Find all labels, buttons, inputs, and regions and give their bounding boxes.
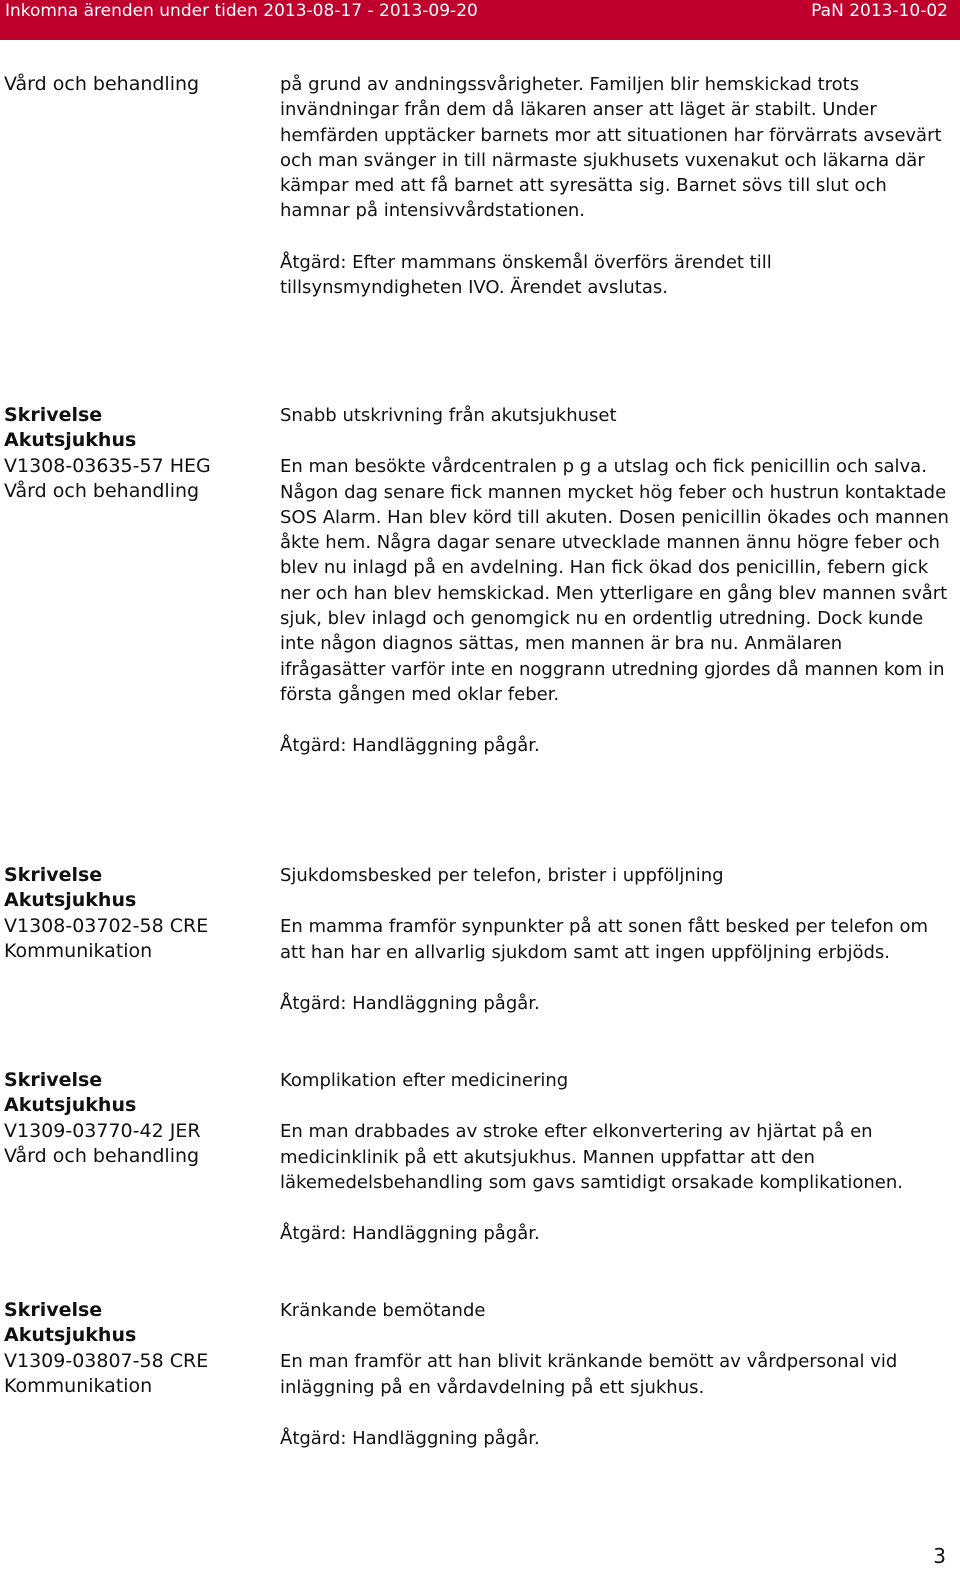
entry-1-content bbox=[280, 403, 950, 759]
entry-2-meta bbox=[4, 863, 208, 964]
entry-type: Skrivelse bbox=[4, 864, 103, 886]
header-title: Inkomna ärenden under tiden 2013-08-17 - 2013-09-20 bbox=[5, 1, 478, 21]
entry-unit: Akutsjukhus bbox=[4, 889, 137, 912]
page-number: 3 bbox=[933, 1544, 946, 1568]
entry-category: Kommunikation bbox=[4, 1374, 153, 1397]
entry-title: Komplikation efter medicinering bbox=[280, 1070, 569, 1091]
entry-action: Åtgärd: Handläggning pågår. bbox=[280, 1427, 540, 1449]
entry-3-meta bbox=[4, 1068, 201, 1169]
entry-0-meta bbox=[4, 72, 199, 97]
entry-category: Vård och behandling bbox=[4, 73, 200, 95]
header-meta: PaN 2013-10-02 bbox=[811, 1, 948, 21]
entry-title: Sjukdomsbesked per telefon, brister i uppföljning bbox=[280, 865, 724, 886]
entry-1-meta bbox=[4, 403, 211, 504]
entry-body: på grund av andningssvårigheter. Familjen blir hemskickad trots invändningar från dem då läkaren anser att läget är stabilt. Under hemfärden upptäcker barnets mor att situationen har förvärrats avsevärt och man svänger in till närmaste sjukhusets vuxenakut och läkarna där kämpar med att få barnet att syresätta sig. Barnet sövs till slut och hamnar på intensivvårdstationen. bbox=[280, 74, 942, 222]
entry-unit: Akutsjukhus bbox=[4, 1324, 137, 1347]
entry-id: V1308-03635-57 HEG bbox=[4, 454, 211, 477]
entry-3-content bbox=[280, 1068, 950, 1246]
entry-body: En man drabbades av stroke efter elkonvertering av hjärtat på en medicinklinik på ett akutsjukhus. Mannen uppfattar att den läkemedelsbehandling som gavs samtidigt orsakade komplikationen. bbox=[280, 1121, 903, 1193]
entry-unit: Akutsjukhus bbox=[4, 1094, 137, 1117]
entry-type: Skrivelse bbox=[4, 1069, 103, 1091]
entry-category: Vård och behandling bbox=[4, 1144, 200, 1167]
entry-type: Skrivelse bbox=[4, 1299, 103, 1321]
entry-0-content bbox=[280, 72, 950, 300]
entry-4-meta bbox=[4, 1298, 208, 1399]
entry-2-content bbox=[280, 863, 950, 1016]
entry-type: Skrivelse bbox=[4, 404, 103, 426]
entry-4-content bbox=[280, 1298, 950, 1451]
entry-title: Snabb utskrivning från akutsjukhuset bbox=[280, 405, 617, 426]
entry-id: V1308-03702-58 CRE bbox=[4, 914, 209, 937]
entry-action: Åtgärd: Efter mammans önskemål överförs ärendet till tillsynsmyndigheten IVO. Ärendet avslutas. bbox=[280, 251, 772, 299]
entry-body: En man besökte vårdcentralen p g a utslag och fick penicillin och salva. Någon dag senare fick mannen mycket hög feber och hustrun kontaktade SOS Alarm. Han blev körd till akuten. Dosen penicillin ökades och mannen åkte hem. Några dagar senare utvecklade mannen ännu högre feber och blev nu inlagd på en avdelning. Han fick ökad dos penicillin, febern gick ner och han blev hemskickad. Men ytterligare en gång blev mannen svårt sjuk, blev inlagd och genomgick nu en ordentlig utredning. Dock kunde inte någon diagnos sättas, men mannen är bra nu. Anmälaren ifrågasätter varför inte en noggrann utredning gjordes då mannen kom in första gången med oklar feber. bbox=[280, 456, 949, 705]
entry-id: V1309-03807-58 CRE bbox=[4, 1349, 209, 1372]
entry-action: Åtgärd: Handläggning pågår. bbox=[280, 992, 540, 1014]
entry-action: Åtgärd: Handläggning pågår. bbox=[280, 1223, 540, 1245]
entry-id: V1309-03770-42 JER bbox=[4, 1119, 201, 1142]
entry-category: Vård och behandling bbox=[4, 479, 200, 502]
entry-category: Kommunikation bbox=[4, 939, 153, 962]
entry-unit: Akutsjukhus bbox=[4, 429, 137, 452]
entry-body: En mamma framför synpunkter på att sonen fått besked per telefon om att han har en allvarlig sjukdom samt att ingen uppföljning erbjöds. bbox=[280, 916, 929, 963]
entry-body: En man framför att han blivit kränkande bemött av vårdpersonal vid inläggning på en vårdavdelning på ett sjukhus. bbox=[280, 1351, 898, 1398]
entry-action: Åtgärd: Handläggning pågår. bbox=[280, 735, 540, 757]
page-header bbox=[0, 0, 960, 40]
entry-title: Kränkande bemötande bbox=[280, 1300, 486, 1321]
